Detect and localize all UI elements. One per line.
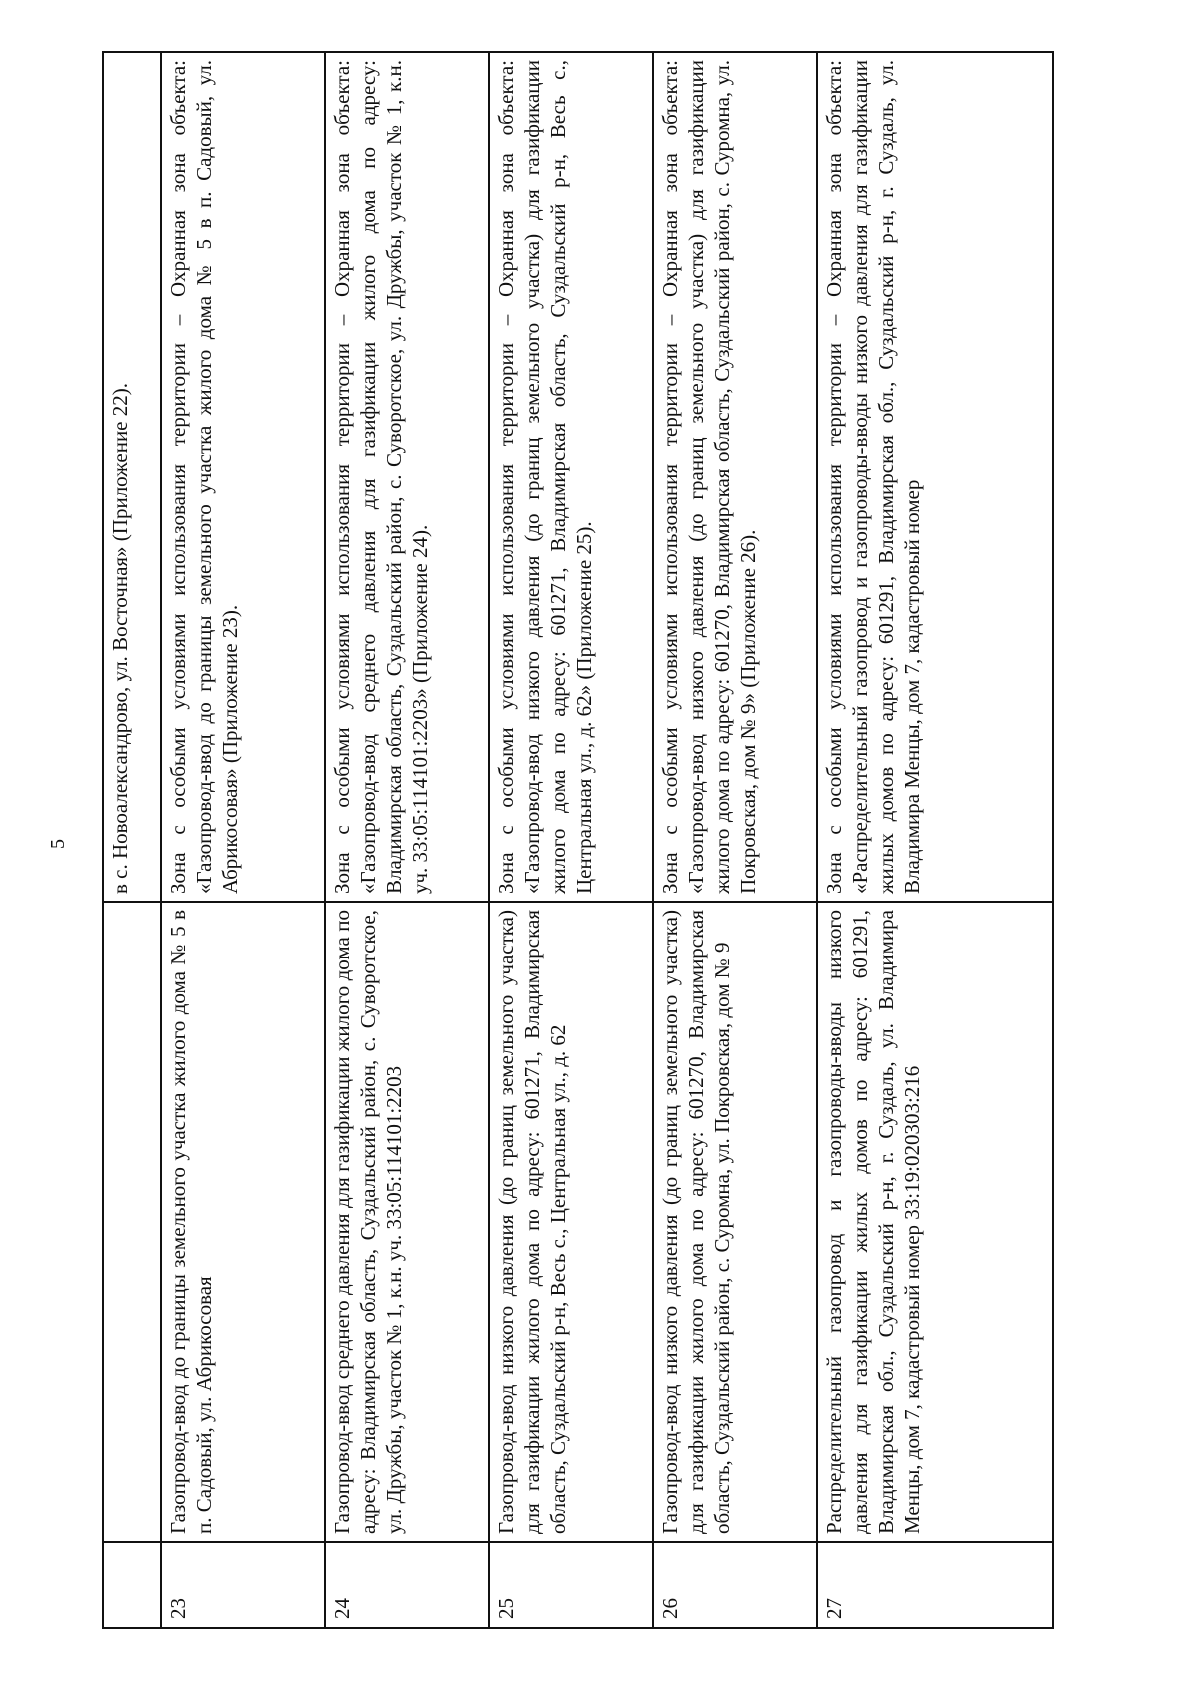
object-cell: Распределительный газопровод и газопроводы-вводы низкого давления для газификации жилых домов по адресу: 601291, Владимирская обл., Суздальский р-н, г. Суздаль, ул. Владимира Менцы, дом 7, кадастровый номер 33:19:020303:216 [817,902,1053,1542]
continuation-row [103,52,161,1628]
rotated-table-wrapper [102,53,1052,1629]
zone-cell: Зона с особыми условиями использования территории – Охранная зона объекта: «Газопровод-ввод среднего давления для газификации жилого дома по адресу: Владимирская область, Суздальский район, с. Суворотское, ул. Дружбы, участок № 1, к.н. уч. 33:05:114101:2203» (Приложение 24). [325,52,489,902]
object-cell: Газопровод-ввод низкого давления (до границ земельного участка) для газификации жилого дома по адресу: 601271, Владимирская область, Суздальский р-н, Весь с., Центральная ул., д. 62 [489,902,653,1542]
object-cell [103,902,161,1542]
zone-cell: в с. Новоалександрово, ул. Восточная» (Приложение 22). [103,52,161,902]
zones-table [102,51,1054,1629]
object-cell: Газопровод-ввод до границы земельного участка жилого дома № 5 в п. Садовый, ул. Абрикосовая [161,902,325,1542]
zone-cell: Зона с особыми условиями использования территории – Охранная зона объекта: «Газопровод-ввод низкого давления (до границ земельного участка) для газификации жилого дома по адресу: 601270, Владимирская область, Суздальский район, с. Суромна, ул. Покровская, дом № 9» (Приложение 26). [653,52,817,902]
row-number-cell: 26 [653,1542,817,1628]
table-row [325,52,489,1628]
row-number-cell: 27 [817,1542,1053,1628]
row-number-cell: 23 [161,1542,325,1628]
table-row [161,52,325,1628]
zone-cell: Зона с особыми условиями использования территории – Охранная зона объекта: «Газопровод-ввод низкого давления (до границ земельного участка) для газификации жилого дома по адресу: 601271, Владимирская область, Суздальский р-н, Весь с., Центральная ул., д. 62» (Приложение 25). [489,52,653,902]
object-cell: Газопровод-ввод низкого давления (до границ земельного участка) для газификации жилого дома по адресу: 601270, Владимирская область, Суздальский район, с. Суромна, ул. Покровская, дом № 9 [653,902,817,1542]
table-row [653,52,817,1628]
table-row [817,52,1053,1628]
page-number: 5 [47,839,69,849]
zone-cell: Зона с особыми условиями использования территории – Охранная зона объекта: «Газопровод-ввод до границы земельного участка жилого дома № 5 в п. Садовый, ул. Абрикосовая» (Приложение 23). [161,52,325,902]
row-number-cell: 25 [489,1542,653,1628]
row-number-cell: 24 [325,1542,489,1628]
object-cell: Газопровод-ввод среднего давления для газификации жилого дома по адресу: Владимирская область, Суздальский район, с. Суворотское, ул. Дружбы, участок № 1, к.н. уч. 33:05:114101:2203 [325,902,489,1542]
zone-cell: Зона с особыми условиями использования территории – Охранная зона объекта: «Распределительный газопровод и газопроводы-вводы низкого давления для газификации жилых домов по адресу: 601291, Владимирская обл., Суздальский р-н, г. Суздаль, ул. Владимира Менцы, дом 7, кадастровый номер [817,52,1053,902]
table-row [489,52,653,1628]
row-number-cell [103,1542,161,1628]
